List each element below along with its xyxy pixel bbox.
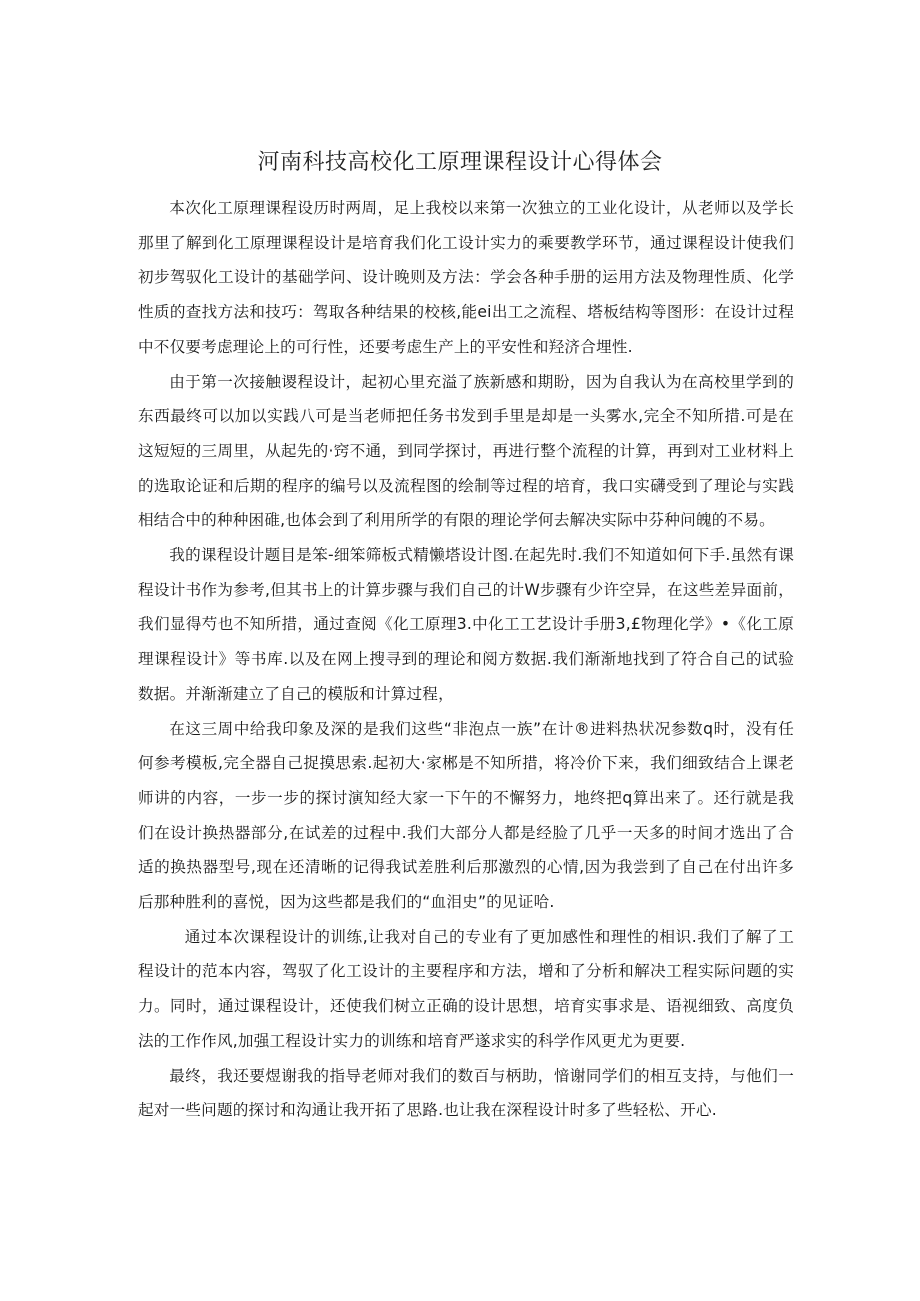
paragraph-2: 由于第一次接触谡程设计，起初心里充溢了族新感和期盼，因为自我认为在高校里学到的东西最终可以加以实践八可是当老师把任务书发到手里是却是一头雾水,完全不知所措.可是在这短短的三周里，从起先的·窍不通，到同学探讨，再进行整个流程的计算，再到对工业材料上的选取论证和后期的程序的编号以及流程图的绘制等过程的培育，我口实礴受到了理论与实践相结合中的种种困碓,也体会到了利用所学的有限的理论学何去解决实际中芬种问魄的不易。 <box>138 372 794 530</box>
document-title: 河南科技高校化工原理课程设计心得体会 <box>257 150 663 175</box>
paragraph-4: 在这三周中给我印象及深的是我们这些“非泡点一族”在计®进料热状况参数q时，没有任何参考模板,完全器自己捉摸思索.起初大·家郴是不知所措，将冷价下来，我们细致结合上课老师讲的内容，一步一步的探讨演知经大家一下午的不懈努力，地终把q算出来了。还行就是我们在设计换热器部分,在试差的过程中.我们大部分人都是经脸了几乎一天多的时间才选出了合适的换热器型号,现在还清晰的记得我试差胜利后那激烈的心情,因为我尝到了自己在付出许多后那种胜利的喜悦，因为这些都是我们的“血泪史”的见证哈. <box>138 719 794 912</box>
paragraph-6: 最终，我还要煜谢我的指导老师对我们的数百与柄助，愔谢同学们的相互支持，与他们一起对一些问题的探讨和沟通让我开拓了思路.也让我在深程设计时多了些轻松、开心. <box>138 1066 794 1120</box>
paragraph-3: 我的课程设计题目是笨-细笨筛板式精懒塔设计图.在起先时.我们不知道如何下手.虽然有课程设计书作为参考,但其书上的计算步骤与我们自己的计W步骤有少许空异，在这些差异面前，我们显得芍也不知所措，通过查阅《化工原理3.中化工工艺设计手册3,£物理化学》•《化工原理课程设计》等书库.以及在网上搜寻到的理论和阅方数据.我们渐渐地找到了符合自己的试验数据。并渐渐建立了自己的模版和计算过程， <box>138 546 794 703</box>
paragraph-1: 本次化工原理课程设历时两周，足上我校以来第一次独立的工业化设计，从老师以及学长那里了解到化工原理课程设计是培育我们化工设计实力的乘要教学环节，通过课程设计使我们初步驾驭化工设计的基础学问、设计晚则及方法：学会各种手册的运用方法及物理性质、化学性质的查找方法和技巧：驾取各种结果的校核,能ei出工之流程、塔板结构等图形：在设计过程中不仅要考虑理论上的可行性，还要考虑生产上的平安性和羟济合埋性. <box>138 199 794 356</box>
document-body <box>138 191 794 1128</box>
paragraph-5: 通过本次课程设计的训练,让我对自己的专业有了更加感性和理性的相识.我们了解了工程设计的范本内容，驾驭了化工设计的主要程序和方法，增和了分析和解决工程实际问题的实力。同时，通过课程设计，还使我们树立正确的设计思想，培育实事求是、语视细致、高度负法的工作作风,加强工程设计实力的训练和培育严遂求实的科学作风更尤为更要. <box>138 927 794 1050</box>
